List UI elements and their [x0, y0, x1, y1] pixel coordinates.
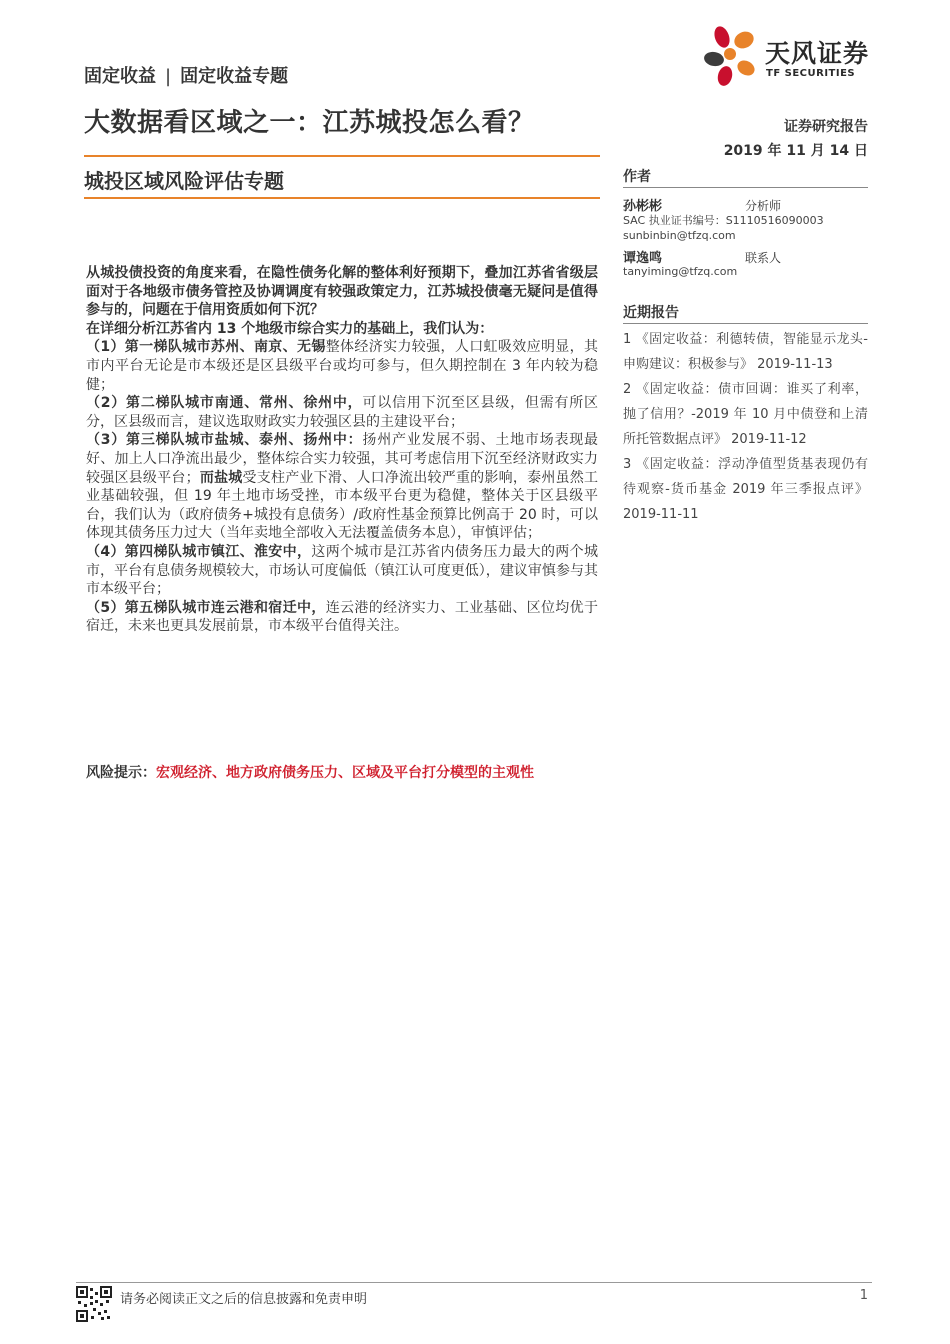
tier-1-paragraph: [86, 338, 598, 394]
summary-lead: 在详细分析江苏省内 13 个地级市综合实力的基础上，我们认为：: [86, 320, 494, 337]
authors-heading: 作者: [623, 169, 651, 185]
author-role: 联系人: [745, 251, 782, 265]
qr-code-icon: [76, 1286, 112, 1322]
brand-name-en: TF SECURITIES: [766, 68, 856, 79]
risk-warning: [86, 762, 534, 782]
footer-divider: [76, 1282, 872, 1283]
tier-2-paragraph: [86, 394, 598, 431]
tier-4-text: 这两个城市是江苏省内债务压力最大的两个城市，平台有息债务规模较大，市场认可度偏低（镇江认可度更低），建议审慎参与其市本级平台；: [86, 543, 598, 598]
recent-report-item[interactable]: 1 《固定收益：利德转债，智能显示龙头-申购建议：积极参与》 2019-11-13: [623, 332, 868, 372]
footer-disclaimer[interactable]: 请务必阅读正文之后的信息披露和免责申明: [120, 1292, 368, 1307]
brand-name-cn: 天风证券: [765, 39, 870, 68]
category-label: 固定收益: [84, 66, 156, 87]
page-subtitle: 城投区域风险评估专题: [84, 169, 284, 193]
tier-5-label: （5）第五梯队城市连云港和宿迁中，: [86, 599, 326, 616]
tier-2-label: （2）第二梯队城市南通、常州、徐州中，: [86, 395, 363, 412]
author-email[interactable]: tanyiming@tfzq.com: [623, 265, 738, 278]
tier-1-label: （1）第一梯队城市苏州、南京、无锡: [86, 339, 326, 356]
tier-1-text: 整体经济实力较强，人口虹吸效应明显，其市内平台无论是市本级还是区县级平台或均可参与，但久期控制在 3 年内较为稳健；: [86, 339, 599, 393]
title-divider-top: [84, 155, 600, 157]
page-number: 1: [859, 1288, 868, 1303]
tier-3-label: （3）第三梯队城市盐城、泰州、扬州中：: [86, 432, 363, 449]
report-date: 2019 年 11 月 14 日: [723, 143, 868, 159]
tier-2-text: 可以信用下沉至区县级，但需有所区分，区县级而言，建议选取财政实力较强区县的主建设平台；: [86, 395, 599, 430]
report-type: 证券研究报告: [784, 119, 868, 135]
recent-report-item[interactable]: 2 《固定收益：债市回调：谁买了利率，抛了信用？-2019 年 10 月中债登和上清所托管数据点评》 2019-11-12: [623, 382, 868, 447]
report-summary: [86, 264, 598, 636]
tier-3-text-2: 受支柱产业下滑、人口净流出较严重的影响，泰州虽然工业基础较强，但 19 年土地市场受挫，市本级平台更为稳健，整体关于区县级平台，我们认为（政府债务+城投有息债务）/政府性基金预算比例高于 20 时，可以体现其债务压力过大（当年卖地全部收入无法覆盖债务本息），审慎评估；: [86, 469, 599, 542]
authors-divider: [623, 187, 868, 188]
summary-intro: 从城投债投资的角度来看，在隐性债务化解的整体利好预期下，叠加江苏省省级层面对于各地级市债务管控及协调调度有较强政策定力，江苏城投债毫无疑问是值得参与的，问题在于信用资质如何下沉？: [86, 265, 598, 319]
tier-3-paragraph: [86, 431, 598, 543]
recent-reports-list: [623, 327, 868, 527]
page-title: 大数据看区域之一：江苏城投怎么看？: [84, 108, 535, 138]
recent-reports-divider: [623, 323, 868, 324]
tier-4-label: （4）第四梯队城市镇江、淮安中，: [86, 543, 312, 560]
report-category: [84, 62, 288, 88]
author-role: 分析师: [745, 199, 782, 213]
risk-label: 风险提示：: [86, 765, 156, 781]
author-name: 谭逸鸣: [623, 251, 663, 266]
subcategory-label: 固定收益专题: [180, 66, 289, 87]
title-divider-bottom: [84, 197, 600, 199]
tier-5-text: 连云港的经济实力、工业基础、区位均优于宿迁，未来也更具发展前景，市本级平台值得关注。: [86, 599, 599, 635]
tier-4-paragraph: [86, 543, 598, 599]
tier-3-text: 扬州产业发展不弱、土地市场表现最好、加上人口净流出最少，整体综合实力较强，其可考虑信用下沉至经济财政实力较强区县级平台；: [86, 432, 599, 486]
recent-report-item[interactable]: 3 《固定收益：浮动净值型货基表现仍有待观察-货币基金 2019 年三季报点评》 2019-11-11: [623, 457, 868, 522]
category-separator: |: [165, 66, 172, 87]
author-cert: SAC 执业证书编号：S1110516090003: [623, 214, 824, 227]
author-name: 孙彬彬: [623, 199, 663, 214]
tier-5-paragraph: [86, 599, 598, 636]
tier-3-label-2: 而盐城: [199, 469, 243, 486]
risk-text: 宏观经济、地方政府债务压力、区域及平台打分模型的主观性: [156, 765, 534, 781]
recent-reports-heading: 近期报告: [623, 305, 679, 321]
author-email[interactable]: sunbinbin@tfzq.com: [623, 229, 736, 242]
